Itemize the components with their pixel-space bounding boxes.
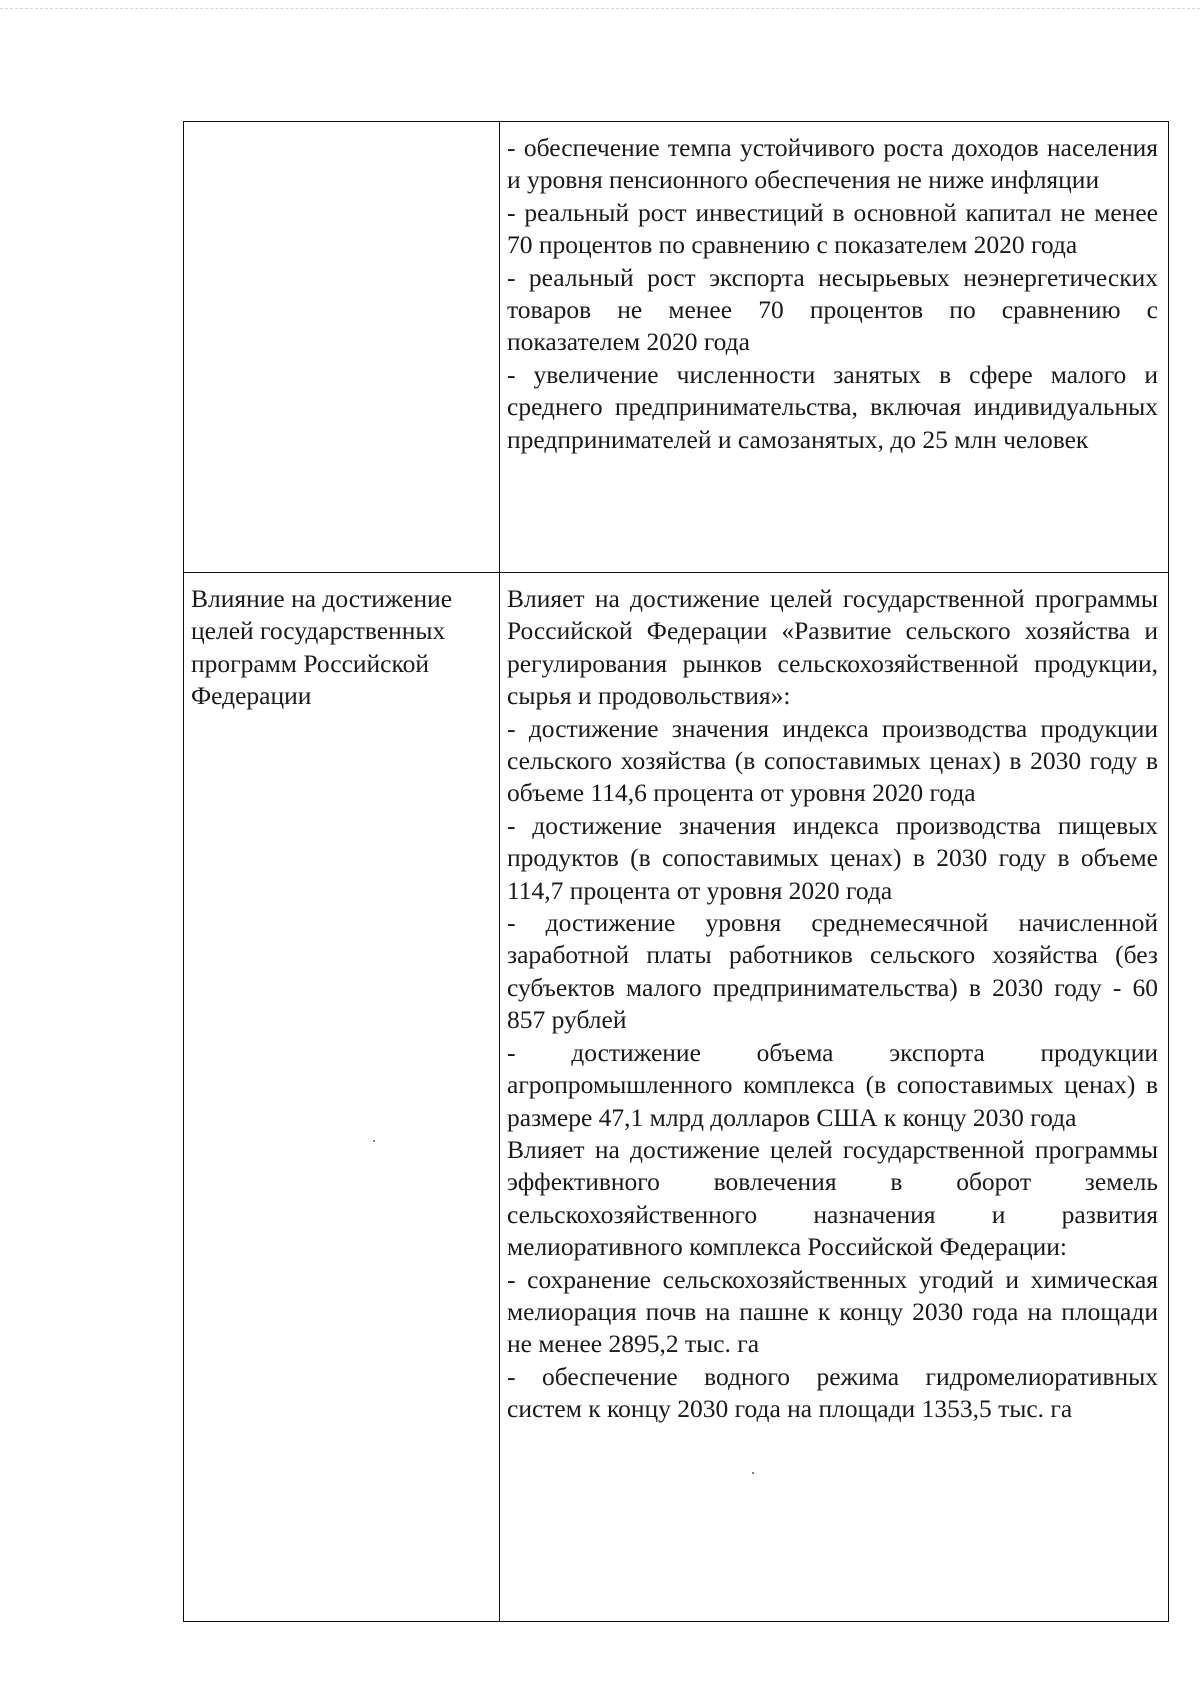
list-item: - достижение значения индекса производства продукции сельского хозяйства (в сопоставимых ценах) в 2030 году в объеме 114,6 процента от уровня 2020 года (507, 713, 1158, 808)
program-intro: Влияет на достижение целей государственной программы эффективного вовлечения в оборот земель сельскохозяйственного назначения и развития мелиоративного комплекса Российской Федерации: (507, 1134, 1158, 1262)
program-intro: Влияет на достижение целей государственной программы Российской Федерации «Развитие сельского хозяйства и регулирования рынков сельскохозяйственной продукции, сырья и продовольствия»: (507, 584, 1158, 711)
list-item: - достижение уровня среднемесячной начисленной заработной платы работников сельского хозяйства (без субъектов малого предпринимательства) в 2030 году - 60 857 рублей (507, 908, 1158, 1035)
table-row (184, 573, 1169, 1622)
row2-content-cell (500, 573, 1169, 1622)
passport-table (183, 121, 1169, 1622)
list-item: - обеспечение темпа устойчивого роста доходов населения и уровня пенсионного обеспечения не ниже инфляции (507, 133, 1158, 195)
scan-speck (373, 1140, 375, 1142)
list-item: - реальный рост экспорта несырьевых неэнергетических товаров не менее 70 процентов по сравнению с показателем 2020 года (507, 262, 1158, 357)
row1-content-cell (500, 122, 1169, 573)
list-item: - сохранение сельскохозяйственных угодий и химическая мелиорация почв на пашне к концу 2030 года на площади не менее 2895,2 тыс. га (507, 1264, 1158, 1359)
row1-label-cell (184, 122, 500, 573)
scan-top-edge (0, 8, 1200, 9)
list-item: - увеличение численности занятых в сфере малого и среднего предпринимательства, включая индивидуальных предпринимателей и самозанятых, до 25 млн человек (507, 359, 1158, 454)
row2-label-cell (184, 573, 500, 1622)
row2-label: Влияние на достижение целей государственных программ Российской Федерации (191, 584, 453, 711)
list-item: - достижение объема экспорта продукции агропромышленного комплекса (в сопоставимых ценах) в размере 47,1 млрд долларов США к концу 2030 года (507, 1037, 1158, 1132)
scan-speck (752, 1472, 754, 1474)
list-item: - реальный рост инвестиций в основной капитал не менее 70 процентов по сравнению с показателем 2020 года (507, 197, 1158, 260)
list-item: - достижение значения индекса производства пищевых продуктов (в сопоставимых ценах) в 2030 году в объеме 114,7 процента от уровня 2020 года (507, 810, 1158, 905)
table-row (184, 122, 1169, 573)
list-item: - обеспечение водного режима гидромелиоративных систем к концу 2030 года на площади 1353,5 тыс. га (507, 1361, 1158, 1424)
